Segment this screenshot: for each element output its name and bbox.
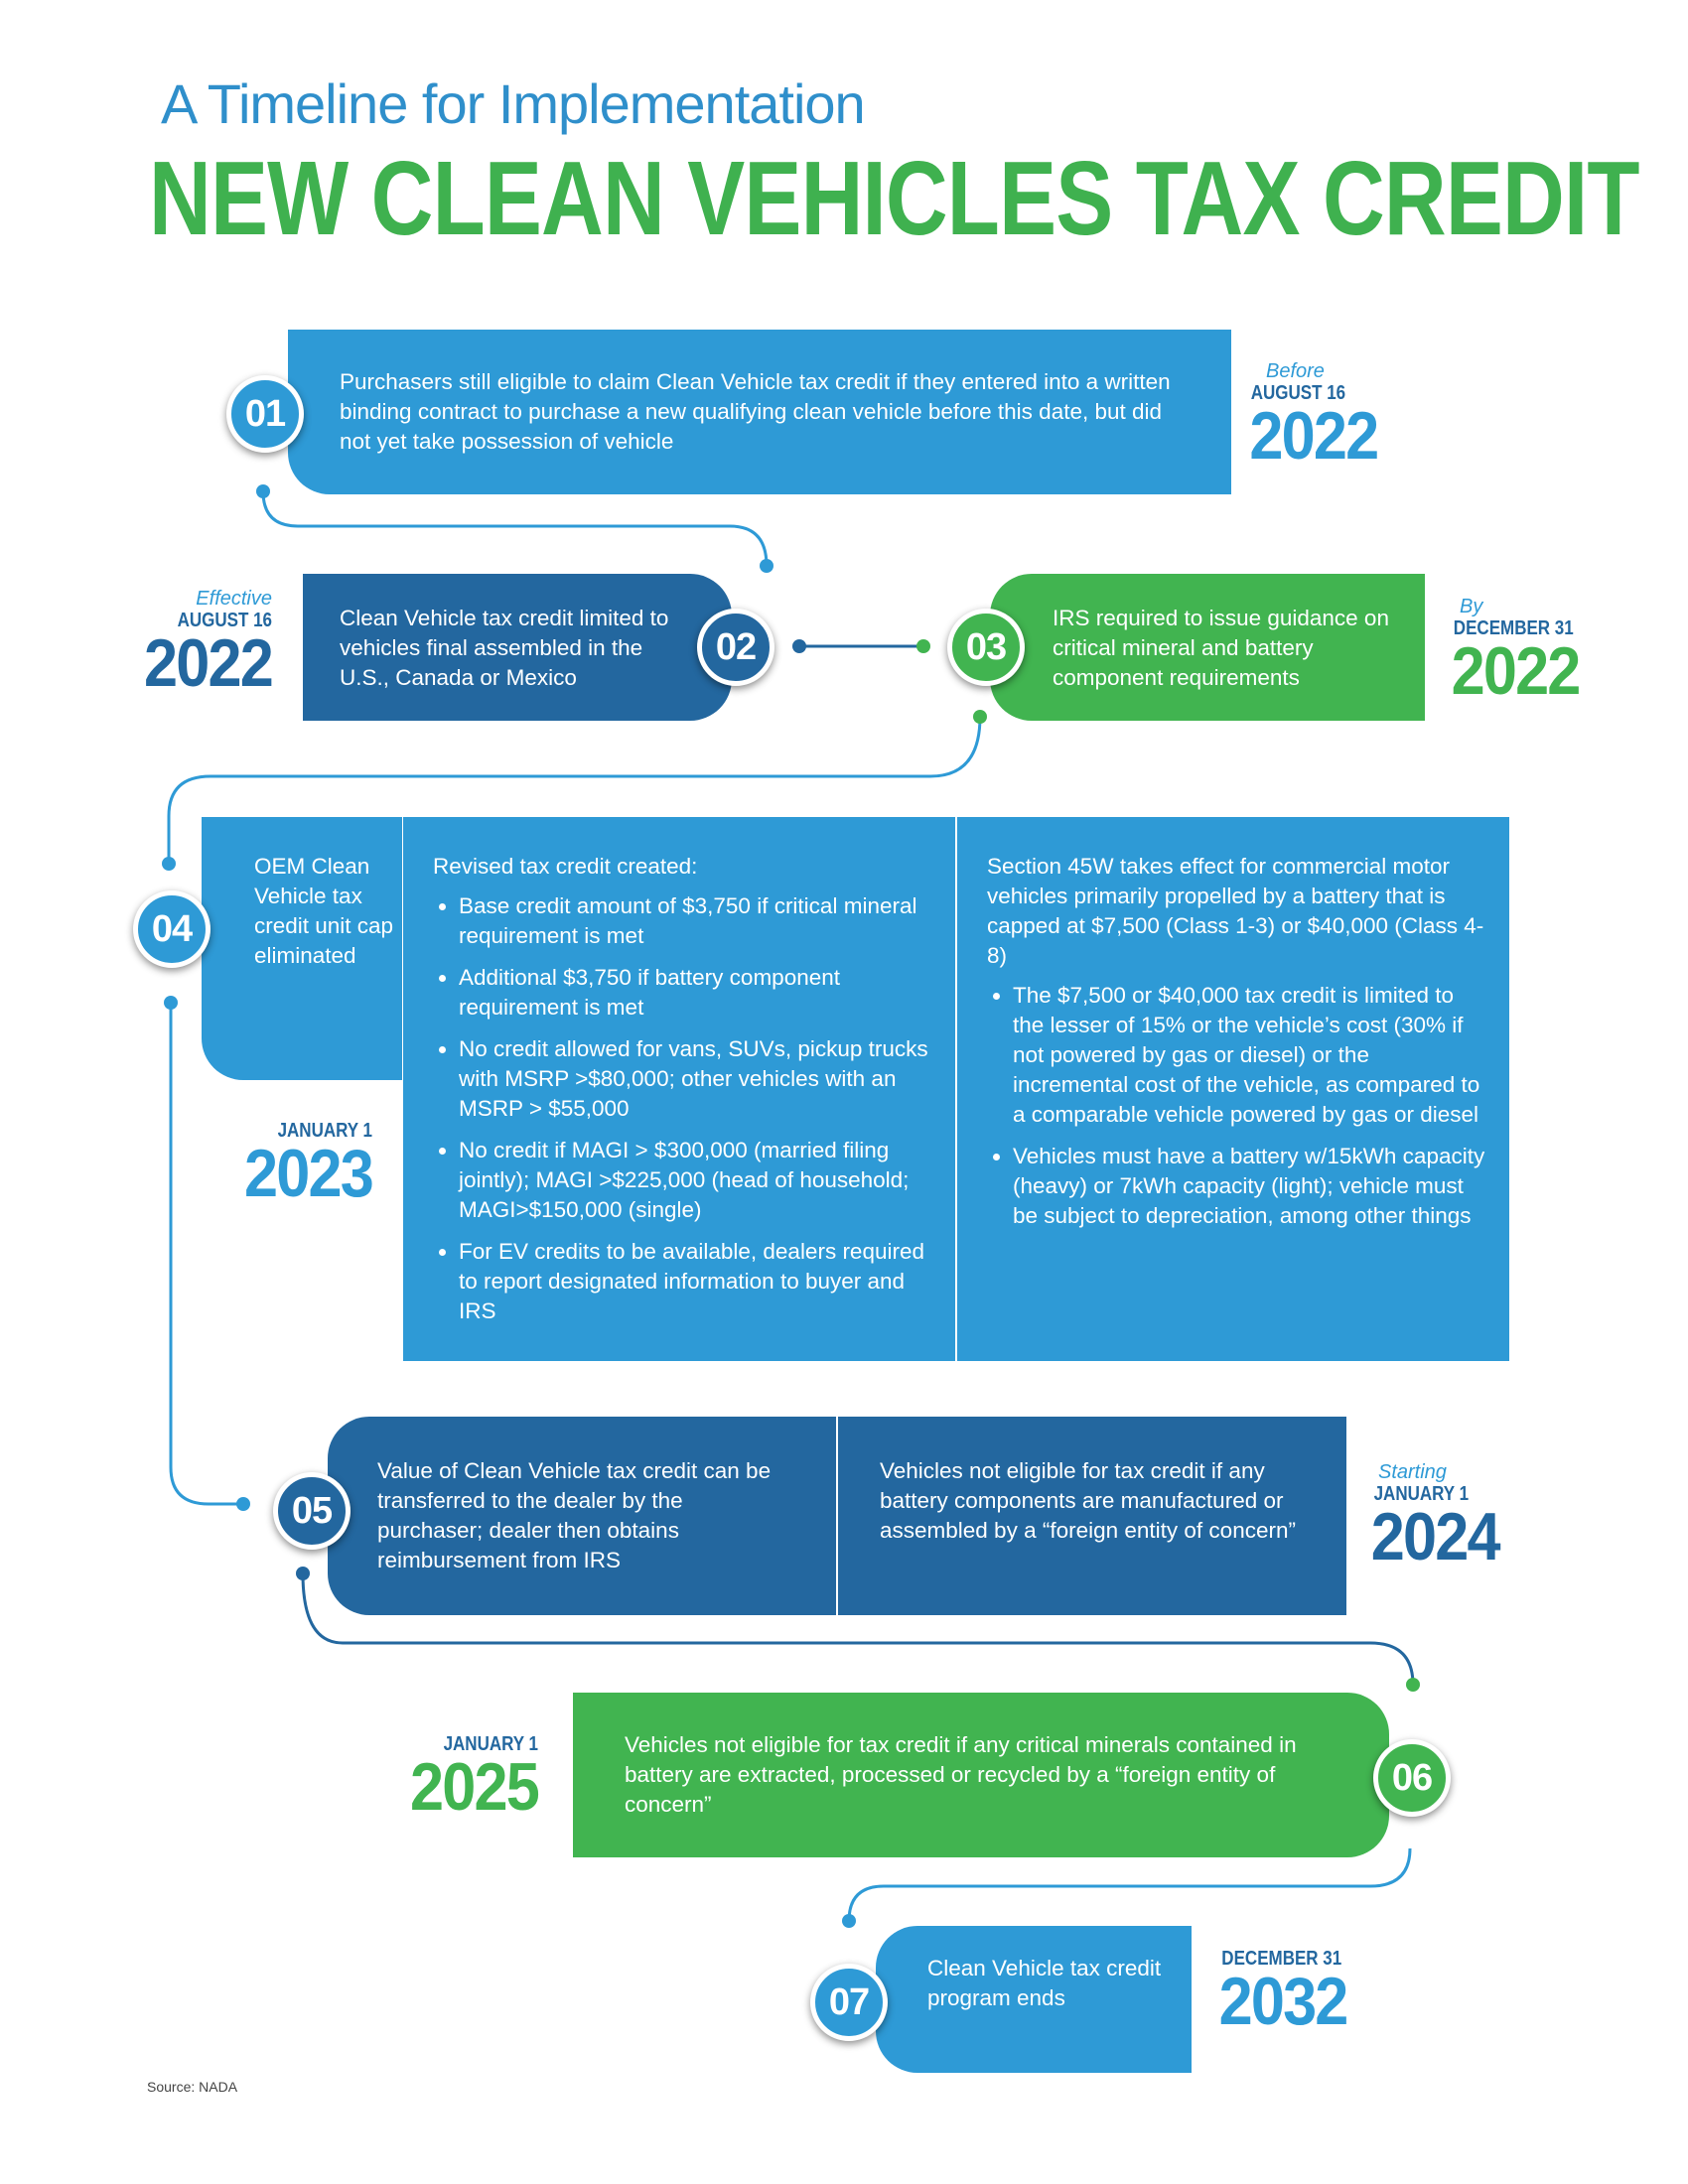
step-03-date — [1430, 596, 1658, 709]
date-prefix: Before — [1266, 360, 1325, 382]
date-year: 2024 — [1370, 1499, 1499, 1574]
date-year: 2023 — [244, 1136, 372, 1211]
date-month-day: JANUARY 1 — [443, 1733, 538, 1755]
date-month-day: DECEMBER 31 — [1221, 1948, 1342, 1970]
col2-bullet: • No credit if MAGI > $300,000 (married filing jointly); MAGI >$225,000 (head of household; MAGI>$150,000 (single) — [459, 1136, 934, 1225]
col2-bullet: • Additional $3,750 if battery component requirement is met — [459, 963, 934, 1023]
step-02-text: Clean Vehicle tax credit limited to vehicles final assembled in the U.S., Canada or Mexico — [340, 606, 669, 690]
date-prefix: Starting — [1378, 1461, 1447, 1483]
date-month-day: AUGUST 16 — [1250, 382, 1346, 404]
col3-intro: Section 45W takes effect for commercial motor vehicles primarily propelled by a battery that is capped at $7,500 (Class 1-3) or $40,000 (Class 4-8) — [987, 854, 1484, 968]
step-05-card — [328, 1417, 836, 1615]
step-04-text: OEM Clean Vehicle tax credit unit cap eliminated — [254, 854, 394, 968]
step-03-card — [990, 574, 1425, 721]
col2-bullet: • Base credit amount of $3,750 if critical mineral requirement is met — [459, 891, 934, 951]
step-05-text2: Vehicles not eligible for tax credit if any battery components are manufactured or assembled by a “foreign entity of concern” — [880, 1458, 1296, 1543]
step-05-date — [1360, 1461, 1599, 1574]
step-04-badge: 04 — [133, 890, 211, 968]
step-05-badge: 05 — [273, 1472, 351, 1550]
step-06-text: Vehicles not eligible for tax credit if any critical minerals contained in battery are extracted, processed or recycled by a “foreign entity of concern” — [625, 1732, 1297, 1817]
step-04-col2-content — [433, 852, 934, 1338]
subtitle: A Timeline for Implementation — [161, 72, 865, 135]
date-year: 2032 — [1218, 1964, 1347, 2039]
step-04-col3 — [957, 817, 1509, 1361]
date-prefix: By — [1460, 596, 1483, 617]
step-07-text: Clean Vehicle tax credit program ends — [927, 1956, 1162, 2010]
date-year: 2025 — [410, 1749, 538, 1825]
step-01-badge: 01 — [226, 375, 304, 453]
step-02-card — [303, 574, 732, 721]
date-month-day: AUGUST 16 — [177, 610, 272, 631]
date-month-day: JANUARY 1 — [277, 1120, 372, 1142]
step-07-badge: 07 — [810, 1964, 888, 2041]
col3-bullet: • The $7,500 or $40,000 tax credit is limited to the lesser of 15% or the vehicle’s cost (30% if not powered by gas or diesel) or the incremental cost of the vehicle, as compared to a comparable vehicle powered by gas or diesel — [1013, 981, 1488, 1130]
step-06-card — [573, 1693, 1389, 1857]
step-06-date — [328, 1733, 538, 1825]
col2-bullets — [433, 891, 934, 1326]
date-month-day: DECEMBER 31 — [1453, 617, 1574, 639]
date-year: 2022 — [1249, 398, 1378, 474]
col2-bullet: • No credit allowed for vans, SUVs, pickup trucks with MSRP >$80,000; other vehicles with an MSRP > $55,000 — [459, 1034, 934, 1124]
date-year: 2022 — [144, 625, 272, 701]
step-06-badge: 06 — [1373, 1739, 1451, 1817]
date-month-day: JANUARY 1 — [1373, 1483, 1470, 1505]
step-05-col2 — [838, 1417, 1346, 1615]
step-07-card — [876, 1926, 1192, 2073]
col3-bullet: • Vehicles must have a battery w/15kWh capacity (heavy) or 7kWh capacity (light); vehicle must be subject to depreciation, among other things — [1013, 1142, 1488, 1231]
col2-intro: Revised tax credit created: — [433, 854, 698, 879]
step-04-col2 — [403, 817, 955, 1361]
step-02-date — [60, 588, 272, 701]
step-01-card — [288, 330, 1231, 494]
step-04-col3-content — [987, 852, 1488, 1243]
step-05-text: Value of Clean Vehicle tax credit can be transferred to the dealer by the purchaser; dealer then obtains reimbursement from IRS — [377, 1458, 772, 1572]
col2-bullet: • For EV credits to be available, dealers required to report designated information to buyer and IRS — [459, 1237, 934, 1326]
source-note: Source: NADA — [147, 2079, 238, 2095]
date-prefix: Effective — [196, 588, 272, 610]
step-04-card — [202, 817, 402, 1080]
step-01-date — [1182, 360, 1395, 474]
page-title: NEW CLEAN VEHICLES TAX CREDIT — [149, 140, 1639, 257]
step-04-date — [159, 1120, 372, 1211]
step-07-date — [1206, 1948, 1445, 2039]
step-02-badge: 02 — [697, 609, 774, 686]
step-01-text: Purchasers still eligible to claim Clean Vehicle tax credit if they entered into a written binding contract to purchase a new qualifying clean vehicle before this date, but did not yet take possession of vehicle — [340, 369, 1171, 454]
date-year: 2022 — [1451, 633, 1580, 709]
step-03-text: IRS required to issue guidance on critical mineral and battery component requirements — [1053, 606, 1389, 690]
col3-bullets — [987, 981, 1488, 1231]
step-03-badge: 03 — [947, 609, 1025, 686]
